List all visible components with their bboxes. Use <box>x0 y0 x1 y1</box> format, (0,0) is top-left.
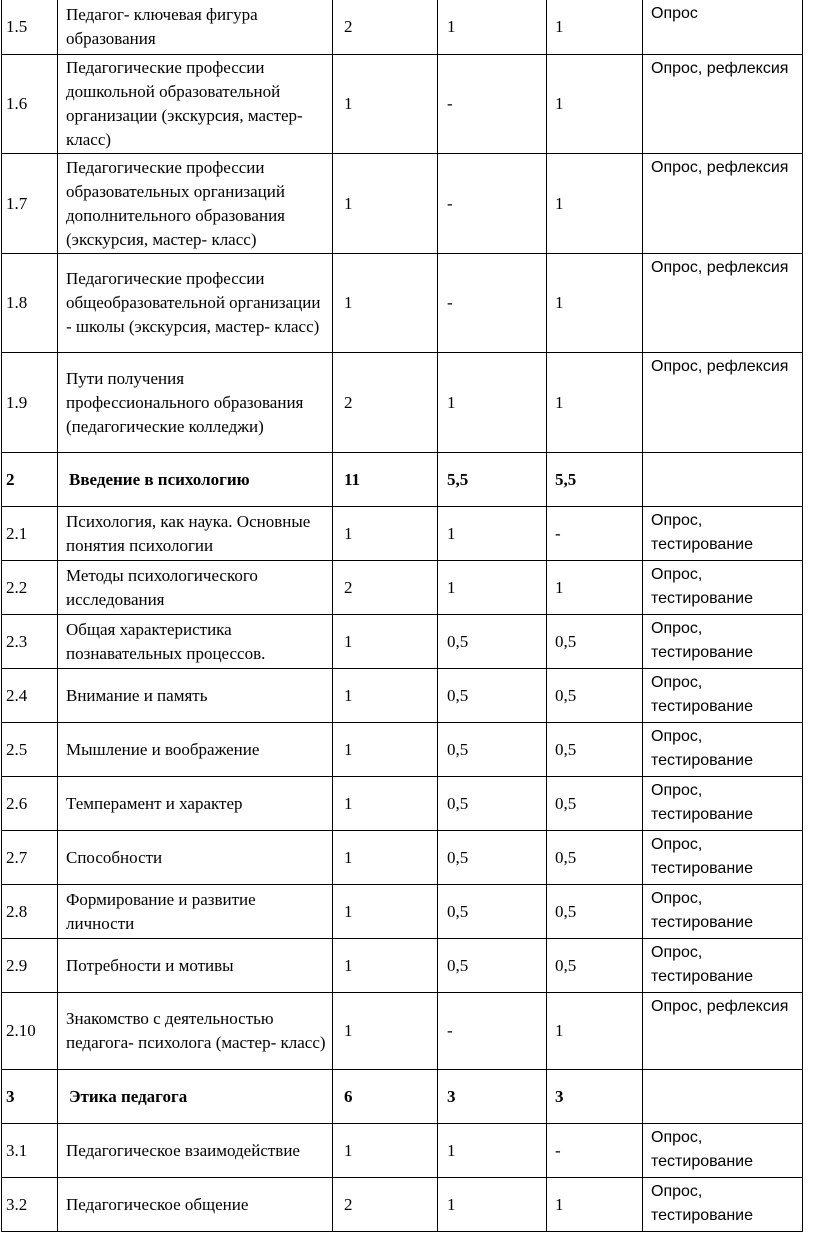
row-practice-hours: 0,5 <box>547 885 643 939</box>
row-total-hours: 1 <box>333 939 438 993</box>
row-control-form: Опрос, тестирование <box>643 885 803 939</box>
row-topic: Педагогические профессии дошкольной образовательной организации (экскурсия, мастер- класс) <box>58 55 333 154</box>
row-total-hours: 6 <box>333 1070 438 1124</box>
row-theory-hours: - <box>438 154 547 254</box>
row-control-form: Опрос, тестирование <box>643 831 803 885</box>
row-number: 2.7 <box>2 831 58 885</box>
row-total-hours: 11 <box>333 453 438 507</box>
row-practice-hours: 1 <box>547 561 643 615</box>
row-control-form: Опрос, рефлексия <box>643 353 803 453</box>
row-topic: Способности <box>58 831 333 885</box>
row-topic: Внимание и память <box>58 669 333 723</box>
curriculum-table-body <box>2 0 803 1232</box>
row-control-form <box>643 1070 803 1124</box>
row-theory-hours: - <box>438 55 547 154</box>
row-theory-hours: 0,5 <box>438 831 547 885</box>
row-total-hours: 1 <box>333 993 438 1070</box>
row-topic: Психология, как наука. Основные понятия психологии <box>58 507 333 561</box>
row-practice-hours: 0,5 <box>547 939 643 993</box>
row-practice-hours: 0,5 <box>547 831 643 885</box>
row-control-form: Опрос, тестирование <box>643 507 803 561</box>
table-row <box>2 507 803 561</box>
curriculum-table <box>1 0 803 1232</box>
row-theory-hours: 1 <box>438 1178 547 1232</box>
table-row <box>2 615 803 669</box>
row-theory-hours: 3 <box>438 1070 547 1124</box>
row-practice-hours: 0,5 <box>547 669 643 723</box>
row-number: 1.6 <box>2 55 58 154</box>
row-theory-hours: 0,5 <box>438 885 547 939</box>
row-control-form: Опрос, рефлексия <box>643 55 803 154</box>
row-topic: Этика педагога <box>58 1070 333 1124</box>
row-theory-hours: 1 <box>438 1124 547 1178</box>
table-row <box>2 1178 803 1232</box>
table-row <box>2 561 803 615</box>
row-topic: Педагогические профессии образовательных организаций дополнительного образования (экскурсия, мастер- класс) <box>58 154 333 254</box>
table-row <box>2 777 803 831</box>
row-total-hours: 1 <box>333 777 438 831</box>
row-theory-hours: 0,5 <box>438 939 547 993</box>
row-theory-hours: 0,5 <box>438 615 547 669</box>
row-theory-hours: 1 <box>438 0 547 55</box>
row-total-hours: 1 <box>333 1124 438 1178</box>
row-topic: Введение в психологию <box>58 453 333 507</box>
table-row <box>2 254 803 353</box>
row-number: 3.1 <box>2 1124 58 1178</box>
row-practice-hours: 1 <box>547 254 643 353</box>
row-number: 1.5 <box>2 0 58 55</box>
row-number: 1.7 <box>2 154 58 254</box>
row-topic: Педагог- ключевая фигура образования <box>58 0 333 55</box>
row-number: 3.2 <box>2 1178 58 1232</box>
row-number: 1.8 <box>2 254 58 353</box>
row-practice-hours: 0,5 <box>547 723 643 777</box>
row-total-hours: 1 <box>333 669 438 723</box>
row-theory-hours: - <box>438 254 547 353</box>
table-row <box>2 669 803 723</box>
row-control-form: Опрос, тестирование <box>643 723 803 777</box>
row-control-form: Опрос, тестирование <box>643 561 803 615</box>
row-total-hours: 1 <box>333 55 438 154</box>
row-total-hours: 2 <box>333 353 438 453</box>
row-practice-hours: 3 <box>547 1070 643 1124</box>
table-row <box>2 353 803 453</box>
row-total-hours: 1 <box>333 615 438 669</box>
row-practice-hours: 1 <box>547 0 643 55</box>
row-total-hours: 2 <box>333 561 438 615</box>
row-topic: Мышление и воображение <box>58 723 333 777</box>
row-number: 2.9 <box>2 939 58 993</box>
row-topic: Формирование и развитие личности <box>58 885 333 939</box>
section-row <box>2 1070 803 1124</box>
row-topic: Методы психологического исследования <box>58 561 333 615</box>
row-total-hours: 2 <box>333 1178 438 1232</box>
section-row <box>2 453 803 507</box>
row-number: 3 <box>2 1070 58 1124</box>
row-theory-hours: 5,5 <box>438 453 547 507</box>
row-number: 2.4 <box>2 669 58 723</box>
row-theory-hours: 1 <box>438 561 547 615</box>
row-number: 2.3 <box>2 615 58 669</box>
row-topic: Общая характеристика познавательных процессов. <box>58 615 333 669</box>
row-control-form: Опрос, тестирование <box>643 939 803 993</box>
table-row <box>2 885 803 939</box>
row-number: 2 <box>2 453 58 507</box>
row-control-form: Опрос, тестирование <box>643 1178 803 1232</box>
row-theory-hours: - <box>438 993 547 1070</box>
row-total-hours: 1 <box>333 154 438 254</box>
row-number: 2.6 <box>2 777 58 831</box>
row-topic: Педагогическое общение <box>58 1178 333 1232</box>
row-topic: Педагогическое взаимодействие <box>58 1124 333 1178</box>
row-practice-hours: 1 <box>547 353 643 453</box>
row-number: 2.5 <box>2 723 58 777</box>
row-topic: Потребности и мотивы <box>58 939 333 993</box>
row-number: 2.10 <box>2 993 58 1070</box>
table-row <box>2 993 803 1070</box>
row-control-form: Опрос, тестирование <box>643 1124 803 1178</box>
table-row <box>2 1124 803 1178</box>
row-theory-hours: 1 <box>438 353 547 453</box>
row-control-form: Опрос, рефлексия <box>643 154 803 254</box>
row-theory-hours: 0,5 <box>438 777 547 831</box>
row-total-hours: 2 <box>333 0 438 55</box>
table-row <box>2 831 803 885</box>
row-practice-hours: 0,5 <box>547 615 643 669</box>
row-theory-hours: 1 <box>438 507 547 561</box>
row-practice-hours: 0,5 <box>547 777 643 831</box>
row-practice-hours: 5,5 <box>547 453 643 507</box>
row-total-hours: 1 <box>333 723 438 777</box>
row-control-form <box>643 453 803 507</box>
row-control-form: Опрос <box>643 0 803 55</box>
row-practice-hours: - <box>547 507 643 561</box>
row-practice-hours: 1 <box>547 1178 643 1232</box>
row-theory-hours: 0,5 <box>438 669 547 723</box>
row-control-form: Опрос, тестирование <box>643 615 803 669</box>
row-total-hours: 1 <box>333 507 438 561</box>
row-total-hours: 1 <box>333 885 438 939</box>
row-topic: Педагогические профессии общеобразовательной организации - школы (экскурсия, мастер- класс) <box>58 254 333 353</box>
row-practice-hours: 1 <box>547 154 643 254</box>
row-control-form: Опрос, рефлексия <box>643 254 803 353</box>
row-topic: Знакомство с деятельностью педагога- психолога (мастер- класс) <box>58 993 333 1070</box>
row-topic: Темперамент и характер <box>58 777 333 831</box>
table-row <box>2 55 803 154</box>
row-control-form: Опрос, тестирование <box>643 777 803 831</box>
table-row <box>2 0 803 55</box>
row-number: 2.1 <box>2 507 58 561</box>
row-theory-hours: 0,5 <box>438 723 547 777</box>
row-control-form: Опрос, рефлексия <box>643 993 803 1070</box>
row-control-form: Опрос, тестирование <box>643 669 803 723</box>
row-number: 2.8 <box>2 885 58 939</box>
row-practice-hours: 1 <box>547 993 643 1070</box>
row-practice-hours: 1 <box>547 55 643 154</box>
row-topic: Пути получения профессионального образования (педагогические колледжи) <box>58 353 333 453</box>
table-row <box>2 154 803 254</box>
row-total-hours: 1 <box>333 831 438 885</box>
row-number: 2.2 <box>2 561 58 615</box>
row-number: 1.9 <box>2 353 58 453</box>
table-row <box>2 939 803 993</box>
row-practice-hours: - <box>547 1124 643 1178</box>
row-total-hours: 1 <box>333 254 438 353</box>
table-row <box>2 723 803 777</box>
